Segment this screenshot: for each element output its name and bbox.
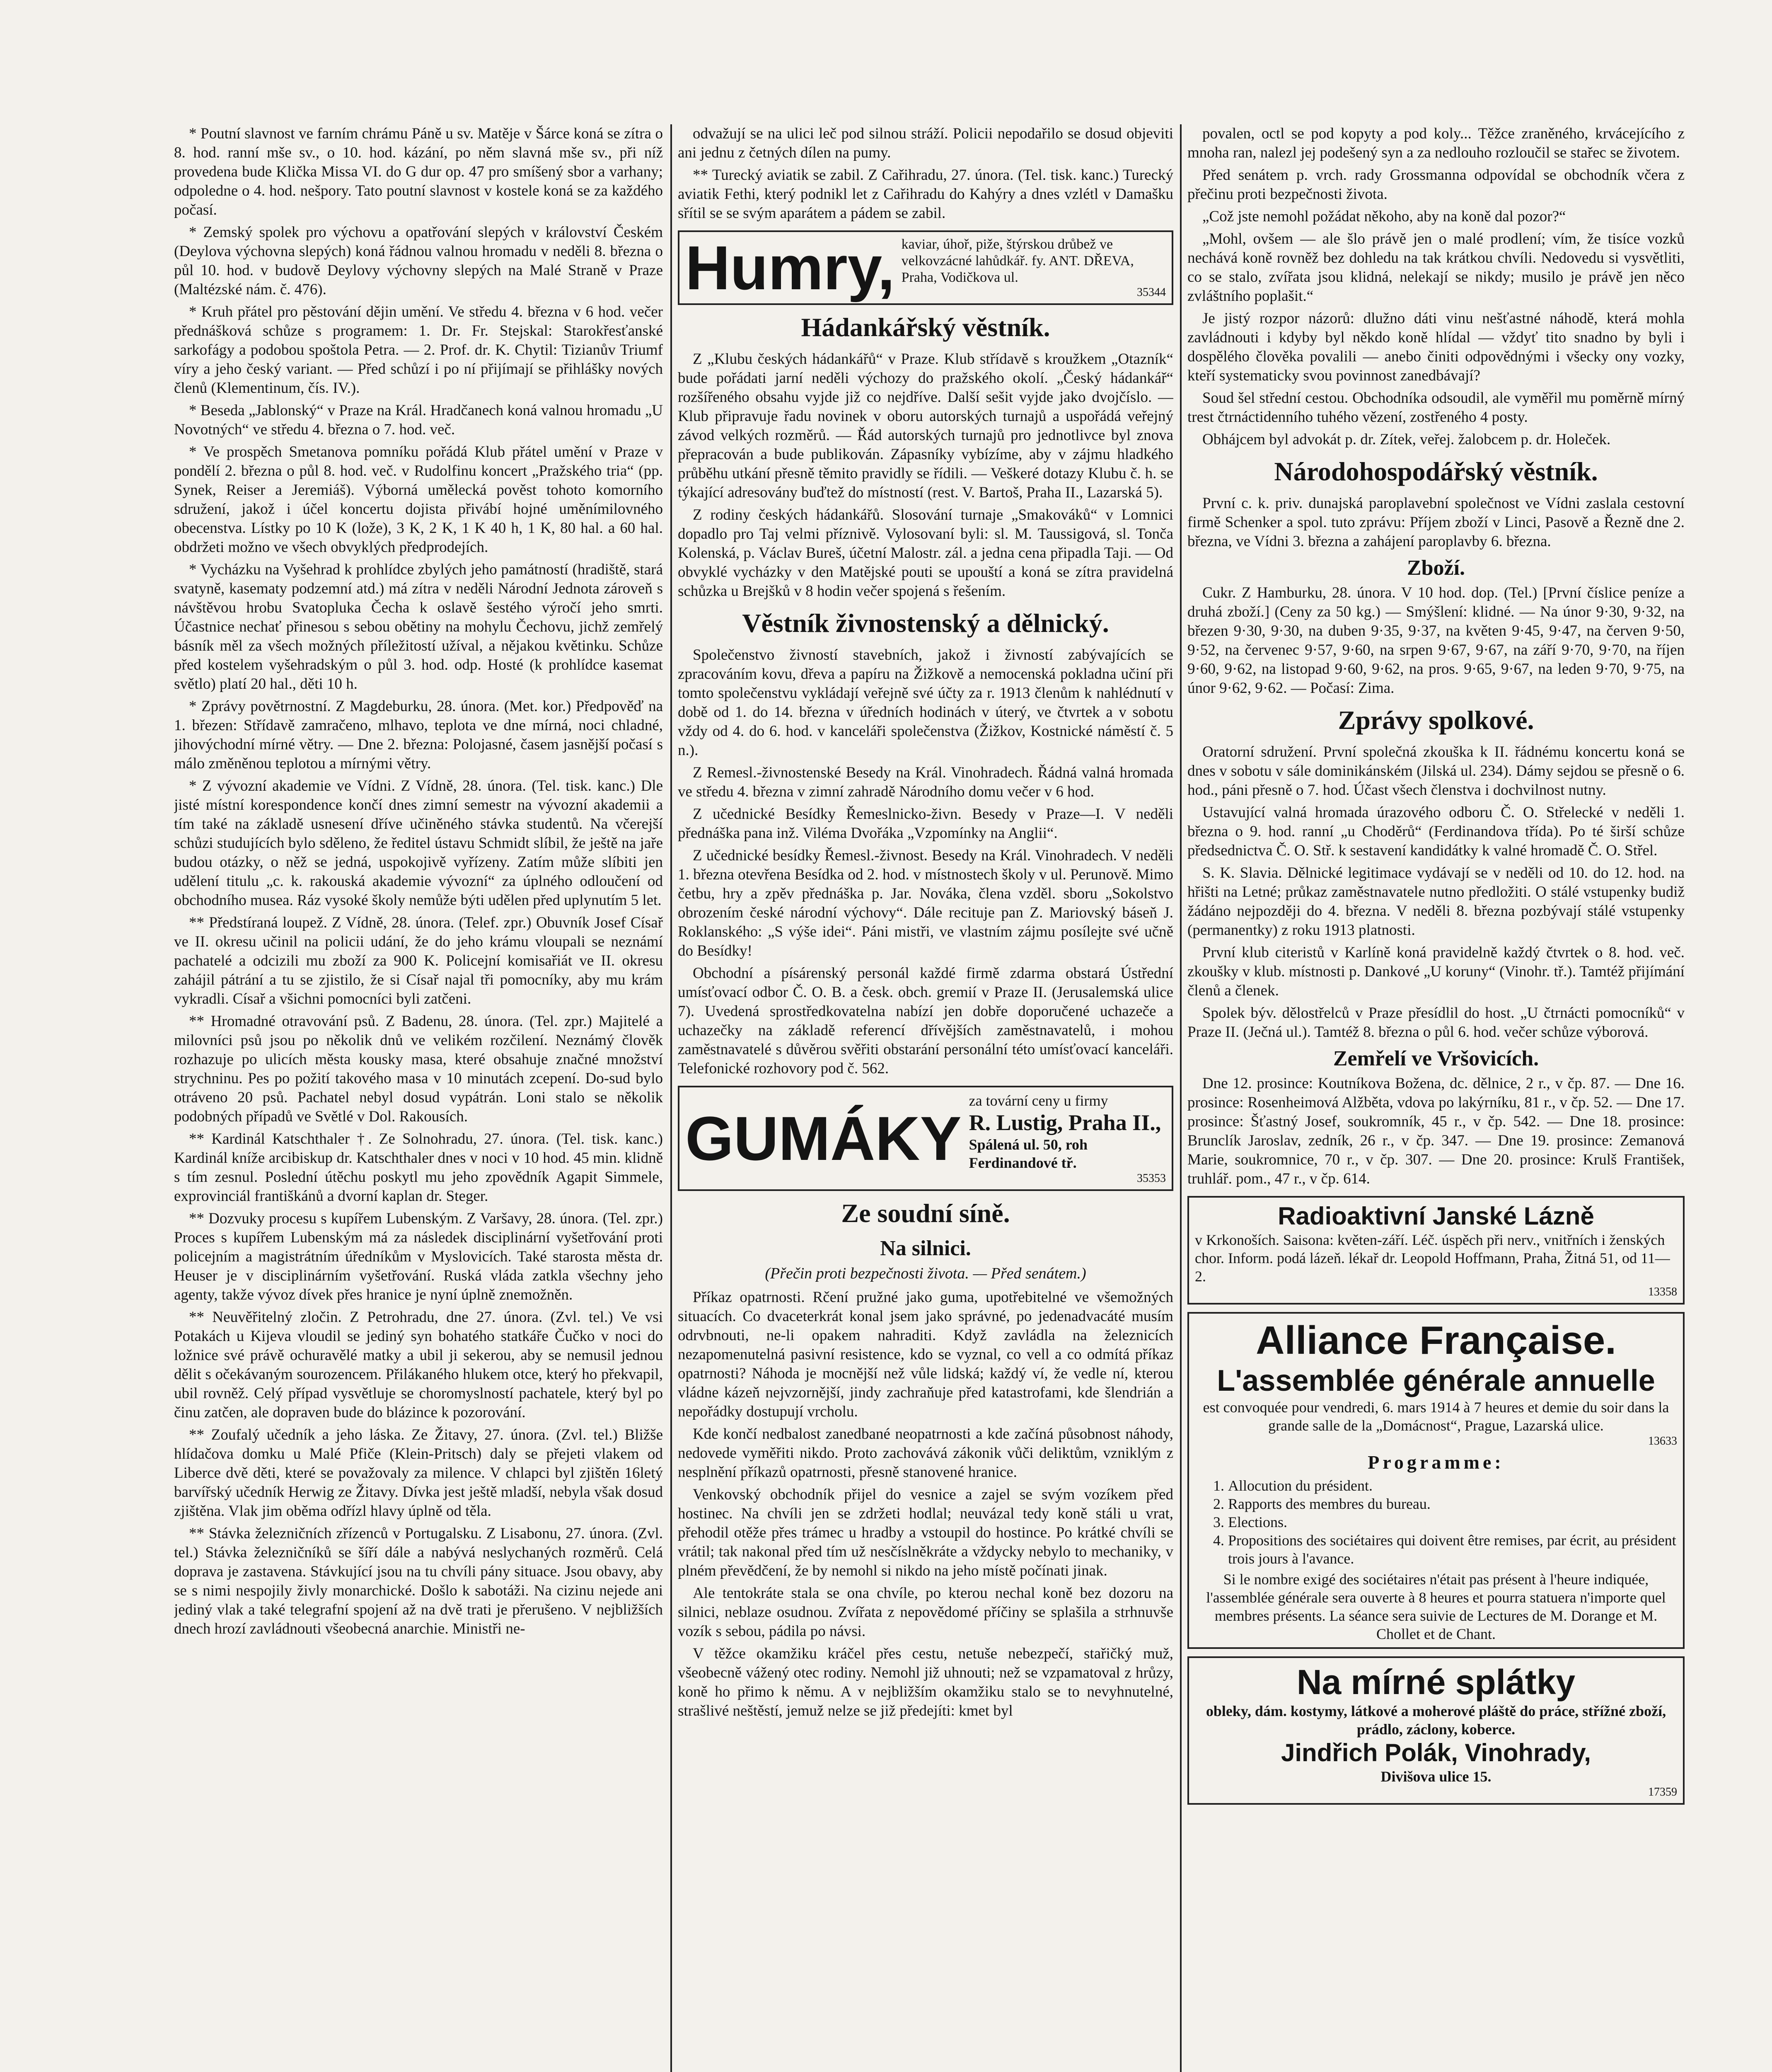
alliance-program-list <box>1228 1477 1677 1568</box>
polak-title: Na mírné splátky <box>1296 1663 1576 1702</box>
club-item: První klub citeristů v Karlíně koná pravidelně každý čtvrtek o 8. hod. več. zkoušky v klub. místnosti p. Dankové „U koruny“ (Vinohr. tř.). Tamtéž přijímání členů a členek. <box>1187 944 1685 999</box>
polak-firm: Jindřich Polák, Vinohrady, <box>1281 1739 1591 1767</box>
radio-text: v Krkonoších. Saisona: květen-září. Léč. úspěch při nerv., vnitřních i ženských chor. Inform. podá lázeň. lékař dr. Leopold Hoffmann, Praha, Žitná 51, od 11—2. <box>1195 1232 1670 1285</box>
humry-text: kaviar, úhoř, piže, štýrskou drůbež ve velkovzácné lahůdkář. fy. ANT. DŘEVA, Praha, Vodičkova ul. <box>901 237 1134 285</box>
trade-item: Z učednické besídky Řemesl.-živnost. Besedy na Král. Vinohradech. V neděli 1. března otevřena Besídka od 2. hod. v místnostech školy v ul. Perunově. Mimo četbu, hry a zpěv přednáška p. Jar. Nováka, člena vzděl. sboru „Sokolstvo obrozením české národní výchovy“. Dále recituje pan Z. Mariovský báseň J. Roklanského: „S výše idei“. Páni mistři, ve vlastním zájmu posílejte své učně do Besídky! <box>678 847 1173 959</box>
col2-news <box>678 124 1173 223</box>
trade-item: Obchodní a písárenský personál každé firmě zdarma obstará Ústřední umísťovací odbor Č. O. B. a česk. obch. gremií v Praze II. (Jerusalemská ulice 7). Uvedená sprostředkovatelna nabízí jen dobře doporučené uchazeče a uchazečky na základě referencí dřívějších zaměstnavatelů, i mohou zaměstnavatelé s důvěrou svěřiti obstarání personální této umísťovací kanceláři. Telefonické rozhovory pod č. 562. <box>678 965 1173 1077</box>
radio-num: 13358 <box>1648 1285 1677 1298</box>
club-item: Oratorní sdružení. První společná zkouška k II. řádnému koncertu koná se dnes v sobotu v sále dominikánském (Jilská ul. 234). Dámy sejdou se přesně o 6. hod., páni přesně o 7. hod. Účast všech členstva i dochvilnost nutny. <box>1187 743 1685 799</box>
court-sub: Na silnici. <box>880 1237 971 1260</box>
news-item: ** Dozvuky procesu s kupířem Lubenským. Z Varšavy, 28. února. (Tel. zpr.) Proces s kupířem Lubenským má za následek disciplinární vyšetřování proti policejním a magistrátním úředníkům v Myslovicích. Také starosta města dr. Heuser je v disciplinárním vyšetřování. Ruská vláda zatkla všechny jeho agenty, takže vývoz dívek přes hranice je nyní úplně znemožněn. <box>174 1210 663 1303</box>
court-paragraph: Příkaz opatrnosti. Rčení pružné jako guma, upotřebitelné ve všemožných situacích. Co dvaceterkrát konal jsem jako správné, po jedenadvacáté musím odrvbnouti, ne-li opakem nahraditi. Když zavládla na železnicích nezapomenutelná pasivní resistence, kdo se vyznal, co vell a co odmítá příkaz opatrnosti? Náhoda je mocnější než vůle lidská; každý ví, že vedle ní, kterou vládne kázeň nejvzornější, jindy zachraňuje před katastrofami, kde šlendrián a nepořádky dostupují vrcholu. <box>678 1289 1173 1420</box>
column-1 <box>174 124 663 2072</box>
puzzle-item: Z „Klubu českých hádankářů“ v Praze. Klub střídavě s kroužkem „Otazník“ bude pořádati jarní neděli výchozy do pražského okolí. „Český hádankář“ rozšířeného obsahu vyjde již co nejdříve. Další sešit vyjde jako dvojčíslo. — Klub připravuje řadu novinek v oboru autorských turnajů a uspořádá veřejný závod velkých rozměrů. — Řád autorských turnajů pro jednotlivce byl znova přepracován a bude publikován. Zápasníky vybízíme, aby v zájmu hladkého průběhu utkání přesně těmito pravidly se řídili. — Veškeré dotazy Klubu č. h. se týkající adresovány buďtež do místností (rest. V. Bartoš, Praha II., Lazarská 5). <box>678 351 1173 501</box>
alliance-program-item: 4. Propositions des sociétaires qui doivent être remises, par écrit, au président trois jours à l'avance. <box>1228 1531 1677 1568</box>
econ-news <box>1187 494 1685 551</box>
radio-title: Radioaktivní Janské Lázně <box>1278 1202 1594 1230</box>
court-story-cont <box>1187 124 1685 449</box>
goods-sugar: Cukr. Z Hamburku, 28. února. V 10 hod. dop. (Tel.) [První číslice peníze a druhá zboží.] (Ceny za 50 kg.) — Smýšlení: klidné. — Na únor 9·30, 9·32, na březen 9·30, 9·30, na duben 9·35, 9·37, na květen 9·45, 9·47, na červen 9·50, 9·52, na červenec 9·57, 9·60, na srpen 9·67, 9·67, na září 9·70, 9·70, na říjen 9·60, 9·62, na listopad 9·60, 9·62, na pros. 9·65, 9·67, na leden 9·70, 9·75, na únor 9·62, 9·62. — Počasí: Zima. <box>1187 584 1685 697</box>
trade-item: Z Remesl.-živnostenské Besedy na Král. Vinohradech. Řádná valná hromada ve středu 4. března v zimní zahradě Národního domu večer v 6 hod. <box>678 764 1173 800</box>
column-rule-1 <box>670 124 672 2072</box>
news-item: * Ve prospěch Smetanova pomníku pořádá Klub přátel umění v Praze v pondělí 2. března o půl 8. hod. več. v Rudolfinu koncert „Pražského tria“ (pp. Synek, Reiser a Jeremiáš). Výborná umělecká pověst tohoto komorního sdružení, jakož i účel koncertu dojista přivábí hojné uměnímilovného obecenstva. Lístky po 10 K (lože), 3 K, 2 K, 1 K 40 h, 1 K, 80 hal. a 60 hal. obdržeti možno ve všech obvyklých předprodejích. <box>174 443 663 556</box>
court-paragraph: V těžce okamžiku kráčel přes cestu, netuše nebezpečí, stařičký muž, všeobecně vážený otec rodiny. Nemohl již uhnouti; než se vzpamatoval z hrůzy, koně ho přimo k němu. A v nejbližším okamžiku stalo se to nevyhnutelné, strašlivé neštěstí, jemuž nelze se již předejíti: kmet byl <box>678 1645 1173 1719</box>
trade-heading: Věstník živnostenský a dělnický. <box>742 608 1109 638</box>
court-note: (Přečin proti bezpečnosti života. — Před senátem.) <box>765 1265 1086 1282</box>
gumaky-addr: Spálená ul. 50, roh Ferdinandové tř. <box>969 1136 1088 1171</box>
econ-item: První c. k. priv. dunajská paroplavební společnost ve Vídni zaslala cestovní firmě Schenker a spol. tuto zprávu: Příjem zboží v Linci, Pasově a Řezně dne 2. března, ve Vídni 3. března a zahájení paroplavby 6. března. <box>1187 495 1685 550</box>
court-paragraph: „Což jste nemohl požádat někoho, aby na koně dal pozor?“ <box>1202 208 1566 225</box>
news-item: * Zemský spolek pro výchovu a opatřování slepých v království Českém (Deylova výchovna slepých) koná řádnou valnou hromadu v neděli 8. března o půl 10. hod. v budově Deylovy výchovny slepých na Malé Straně v Praze (Maltézské nám. č. 476). <box>174 224 663 298</box>
news-item: * Beseda „Jablonský“ v Praze na Král. Hradčanech koná valnou hromadu „U Novotných“ ve středu 4. března o 7. hod. več. <box>174 402 663 438</box>
econ-heading: Národohospodářský věstník. <box>1274 457 1598 486</box>
court-paragraph: Venkovský obchodník přijel do vesnice a zajel se svým vozíkem před hostinec. Na chvíli jen se zdržeti hodlal; neuvázal tedy koně stáli u vrat, přehodil otěže přes trámec u hradby a vstoupil do hostince. Po krátké chvíli se vrátil; tak nakonal před tím už nesčíslněkráte a vždycky nebylo to mechaniky, v plném převědčení, že by nemohl si nikdo na jeho místě počínati jinak. <box>678 1486 1173 1579</box>
court-paragraph: Kde končí nedbalost zanedbané neopatrnosti a kde začíná působnost náhody, nedovede vyměřiti nikdo. Proto zachovává zákonik vůči deliktům, vzniklým z nesplnění příkazů opatrnosti, přesně stanovené hranice. <box>678 1426 1173 1481</box>
humry-brand: Humry, <box>685 233 895 303</box>
court-paragraph: Soud šel střední cestou. Obchodníka odsoudil, ale vyměřil mu poměrně mírný trest čtrnáctidenního tuhého vězení, zostřeného 4 posty. <box>1187 390 1685 426</box>
trade-item: Společenstvo živností stavebních, jakož i živností zabývajících se zpracováním kovu, dřeva a papíru na Žižkově a nemocenská pokladna učiní při tomto společenstvu vykládají veřejně své účty za r. 1913 členům k nahlédnutí v době od 1. do 14. března v úředních hodinách v úterý, ve čtvrtek a v sobotu vždy od 4. do 6. hod. v kanceláři společenstva (Žižkov, Kostnické náměstí č. 5 n.). <box>678 646 1173 759</box>
puzzle-heading: Hádankářský věstník. <box>801 312 1050 342</box>
gumaky-firm: R. Lustig, Praha II., <box>969 1110 1161 1135</box>
news-item: * Kruh přátel pro pěstování dějin umění. Ve středu 4. března v 6 hod. večer přednášková schůze s programem: 1. Dr. Fr. Stejskal: Starokřesťanské sarkofágy a podobou spoštola Petra. — 2. Prof. dr. K. Chytil: Tizianův Triumf víry a jeho český variant. — Před schůzí i po ní přijímají se přihlášky nových členů (Klementinum, čís. IV.). <box>174 303 663 397</box>
alliance-subtitle: L'assemblée générale annuelle <box>1217 1364 1655 1397</box>
gumaky-brand: GUMÁKY <box>685 1104 962 1173</box>
alliance-program-item: 1. Allocution du président. <box>1228 1477 1677 1495</box>
deaths-heading: Zemřelí ve Vršovicích. <box>1333 1047 1539 1070</box>
alliance-program-item: 3. Elections. <box>1228 1513 1677 1531</box>
alliance-title: Alliance Française. <box>1256 1318 1616 1363</box>
column-2 <box>678 124 1173 2072</box>
court-heading: Ze soudní síně. <box>841 1198 1010 1228</box>
alliance-program-item: 2. Rapports des membres du bureau. <box>1228 1495 1677 1513</box>
polak-num: 17359 <box>1648 1786 1677 1798</box>
news-item: ** Zoufalý učedník a jeho láska. Ze Žitavy, 27. února. (Zvl. tel.) Bližše hlídačova domku u Malé Pfiče (Klein-Pritsch) daly se přejeti vlakem od Liberce dvě děti, které se považovaly za milence. V chlapci byl zjištěn 16letý barvířský učedník Herwig ze Žitavy. Dívka jest ještě mladší, nebyla však dosud zjištěna. Vlak jim oběma odřízl hlavy úplně od těla. <box>174 1426 663 1520</box>
court-story <box>678 1288 1173 1721</box>
court-paragraph: povalen, octl se pod kopyty a pod koly... Těžce zraněného, krvácejícího z mnoha ran, nalezl jej podešený syn a za nedlouho rozloučil se stařec se životem. <box>1187 125 1685 161</box>
gumaky-num: 35353 <box>1137 1172 1166 1185</box>
alliance-num: 13633 <box>1648 1435 1677 1447</box>
humry-ad <box>678 230 1173 305</box>
column-rule-2 <box>1180 124 1182 2072</box>
news-item: * Zprávy povětrnostní. Z Magdeburku, 28. února. (Met. kor.) Předpověď na 1. březen: Střídavě zamračeno, mlhavo, teplota ve dne mírná, noci chladné, jihovýchodní mírné větry. — Dne 2. března: Polojasné, časem jasnější počasí s málo změněnou teplotou a mírnými větry. <box>174 698 663 772</box>
court-paragraph: Ale tentokráte stala se ona chvíle, po kterou nechal koně bez dozoru na silnici, neblaze osudnou. Zvířata z nepovědomé příčiny se splašila a strhnuvše vozík s sebou, pádila po návsi. <box>678 1585 1173 1640</box>
court-paragraph: Obhájcem byl advokát p. dr. Zítek, veřej. žalobcem p. dr. Holeček. <box>1202 431 1611 448</box>
club-heading: Zprávy spolkové. <box>1338 705 1534 735</box>
puzzle-news <box>678 350 1173 601</box>
court-paragraph: „Mohl, ovšem — ale šlo právě jen o malé prodlení; vím, že tisíce vozků nechává koně rovněž bez dohledu na tak krátkou chvíli. Nedovedu si vysvětliti, co se stalo, zvířata jsou klidná, nelekají se nikdy; musilo je právě jen něco zvláštního poplašit.“ <box>1187 230 1685 305</box>
column-3 <box>1187 124 1685 2072</box>
humry-num: 35344 <box>1137 286 1166 299</box>
trade-news <box>678 646 1173 1078</box>
news-item: odvažují se na ulici leč pod silnou stráží. Policii nepodařilo se dosud objeviti ani jednu z četných dílen na pumy. <box>678 125 1173 161</box>
gumaky-ad <box>678 1086 1173 1191</box>
alliance-intro: est convoquée pour vendredi, 6. mars 1914 à 7 heures et demie du soir dans la grande salle de la „Domácnost“, Prague, Lazarská ulice. <box>1203 1399 1669 1434</box>
news-item: ** Turecký aviatik se zabil. Z Cařihradu, 27. února. (Tel. tisk. kanc.) Turecký aviatik Fethi, který podnikl let z Cařihradu do Kahýry a dnes vzlétl v Damašku sřítil se se svým aparátem a pádem se zabil. <box>678 167 1173 222</box>
club-news <box>1187 743 1685 1042</box>
goods-title: Zboží. <box>1407 556 1465 580</box>
alliance-prog-title: Programme: <box>1368 1452 1504 1473</box>
news-item: ** Stávka železničních zřízenců v Portugalsku. Z Lisabonu, 27. února. (Zvl. tel.) Stávka železničníků se šíří dále a nabývá neslychaných rozměrů. Celá doprava je zastavena. Stávkující jsou na tu chvíli pány situace. Jsou obavy, aby se s nimi nespojily živly monarchické. Došlo k sabotáži. Na cizinu nejede ani jediný vlak a také telegrafní spojení až na dvě trati je přerušeno. V nejbližších dnech hrozí zavládnouti všeobecná anarchie. Ministři ne- <box>174 1525 663 1637</box>
club-item: Ustavující valná hromada úrazového odboru Č. O. Střelecké v neděli 1. března o 9. hod. ranní „u Choděrů“ (Ferdinandova třída). Po té širší schůze předsednictva Č. O. Stř. k sestavení kandidátky k valné hromadě Č. O. Střel. <box>1187 804 1685 859</box>
puzzle-item: Z rodiny českých hádankářů. Slosování turnaje „Smakováků“ v Lomnici dopadlo pro Taj velmi příznivě. Vylosovaní byli: sl. M. Taussigová, sl. Tonča Kolenská, p. Václav Bureš, účetní Malostr. zál. a jedna cena připadla Taji. — Od obvyklé vycházky v den Matějské pouti se upouští a koná se zítra pravidelná schůzka u Brejšků v 8 hodin večer spojená s řešením. <box>678 506 1173 600</box>
trade-item: Z učednické Besídky Řemeslnicko-živn. Besedy v Praze—I. V neděli přednáška pana inž. Viléma Dvořáka „Vzpomínky na Anglii“. <box>678 806 1173 842</box>
alliance-footer: Si le nombre exigé des sociétaires n'était pas présent à l'heure indiquée, l'assemblée générale sera ouverte à 8 heures et pourra statuera n'importe quel membres présents. La séance sera suivie de Lectures de M. Dorange et M. Chollet et de Chant. <box>1206 1571 1666 1642</box>
club-item: S. K. Slavia. Dělnické legitimace vydávají se v neděli od 10. do 12. hod. na hřišti na Letné; průkaz zaměstnavatele nutno předložiti. O stálé vstupenky budiž žádáno nejpozději do 4. března. V neděli 8. března pozbývají stálé vstupenky (permanentky) z roku 1913 platnosti. <box>1187 864 1685 939</box>
club-item: Spolek býv. dělostřelců v Praze přesídlil do host. „U čtrnácti pomocníků“ v Praze II. (Ječná ul.). Tamtéž 8. března o půl 6. hod. večer schůze výborová. <box>1187 1005 1685 1041</box>
news-item: ** Hromadné otravování psů. Z Badenu, 28. února. (Tel. zpr.) Majitelé a milovníci psů jsou po několik dnů ve velikém rozčilení. Neznámý člověk rozhazuje po ulicích města kousky masa, které obsahuje značné množství strychninu. Pes po požití takového masa v 10 minutách zcepení. Do-sud bylo otráveno 20 psů. Pachatel nebyl dosud vypátrán. Loni stalo se několik podobných případů ve Světlé v Dol. Rakousích. <box>174 1013 663 1125</box>
news-item: ** Předstíraná loupež. Z Vídně, 28. února. (Telef. zpr.) Obuvník Josef Císař ve II. okresu učinil na policii udání, že do jeho krámu vloupali se neznámí pachatelé a odcizili mu zboží za 900 K. Policejní komisařiát ve II. okresu zahájil pátrání a tu se zjistilo, že si Císař najal tři pomocníky, aby mu krám vykradli. Císař a všichni pomocníci byli zatčeni. <box>174 914 663 1007</box>
polak-addr: Divišova ulice 15. <box>1380 1768 1492 1785</box>
news-item: * Poutní slavnost ve farním chrámu Páně u sv. Matěje v Šárce koná se zítra o 8. hod. ranní mše sv., o 10. hod. kázání, po něm slavná mše sv., při níž provedena bude Klička Missa VI. do G dur op. 47 pro smíšený sbor a varhany; odpoledne o 4. hod. nešpory. Tato poutní slavnost v kostele koná se za každého počasí. <box>174 125 663 218</box>
deaths-text: Dne 12. prosince: Koutníkova Božena, dc. dělnice, 2 r., v čp. 87. — Dne 16. prosince: Rosenheimová Alžběta, vdova po lakýrníku, 81 r., v čp. 52. — Dne 17. prosince: Šťastný Josef, soukromník, 45 r., v čp. 542. — Dne 18. prosince: Brunclík Jaroslav, zedník, 26 r., v čp. 347. — Dne 19. prosince: Zemanová Marie, soukromnice, 70 r., v čp. 307. — Dne 20. prosince: Krulš František, truhlář. pom., 47 r., v čp. 614. <box>1187 1075 1685 1187</box>
news-item: ** Kardinál Katschthaler †. Ze Solnohradu, 27. února. (Tel. tisk. kanc.) Kardinál kníže arcibiskup dr. Katschthaler dnes v noci v 10 hod. 45 min. klidně s tím zesnul. Poslední útěchu poskytl mu jeho zpovědník Agapit Simmele, exprovinciál františkánů a dvorní kaplan dr. Steger. <box>174 1130 663 1205</box>
radio-ad <box>1187 1196 1685 1305</box>
court-paragraph: Před senátem p. vrch. rady Grossmanna odpovídal se obchodník včera z přečinu proti bezpečnosti života. <box>1187 167 1685 203</box>
news-item: * Z vývozní akademie ve Vídni. Z Vídně, 28. února. (Tel. tisk. kanc.) Dle jisté místní korespondence končí dnes zimní semestr na vývozní akademii a tím také na základě usnesení dříve učiněného stávka studentů. Na včerejší schůzi studujících bylo sděleno, že ředitel ústavu Schmidt slíbil, že ještě na jaře budou otázky, o něž se jedná, uspokojivě vyřízeny. Zatím může slíbiti jen udělení titulu „c. k. rakouská akademie vývozní“ za úplného odloučení od obchodního musea. Ráz vysoké školy nemůže býti udělen před uplynutím 5 let. <box>174 777 663 909</box>
news-item: ** Neuvěřitelný zločin. Z Petrohradu, dne 27. února. (Zvl. tel.) Ve vsi Potakách u Kijeva vloudil se jediný syn bohatého statkáře Čučko v noci do ložnice své právě ochuravělé matky a ubil ji sekerou, aby se nemusil jednou dělit s očekávaným sourozencem. Přilákaného hlukem otce, který ho překvapil, ubil rovněž. Celý případ vysvětluje se choromyslností pachatele, který byl po činu zatčen, ale dopraven bude do blázince k pozorování. <box>174 1309 663 1421</box>
alliance-ad <box>1187 1312 1685 1649</box>
court-paragraph: Je jistý rozpor názorů: dlužno dáti vinu nešťastné náhodě, která mohla zavládnouti i kdyby byl někdo koně hlídal — vždyť tito snadno by byli i dospělého člověka povalili — anebo činiti odpovědnými i všecky ony vozky, kteří systematicky svou povinnost zanedbávají? <box>1187 310 1685 384</box>
polak-text: obleky, dám. kostymy, látkové a moherové pláště do práce, střížné zboží, prádlo, záclony, koberce. <box>1206 1703 1666 1738</box>
polak-ad <box>1187 1656 1685 1805</box>
gumaky-line1: za tovární ceny u firmy <box>969 1092 1108 1109</box>
news-item: * Vycházku na Vyšehrad k prohlídce zbylých jeho památností (hradiště, stará svatyně, kasematy podzemní atd.) má zítra v neděli Národní Jednota zároveň s návštěvou hrobu Svatopluka Čecha k oslavě šestého výročí jeho smrti. Účastnice nechať přinesou s sebou obětiny na mohylu Čechovu, jichž zemřelý básník měl za všech možných příležitostí užíval, a nějakou květinku. Schůze před kostelem vyšehradským o půl 3. hod. odp. Hosté (k prohlídce kasemat světlo) platí 20 hal., děti 10 h. <box>174 561 663 692</box>
